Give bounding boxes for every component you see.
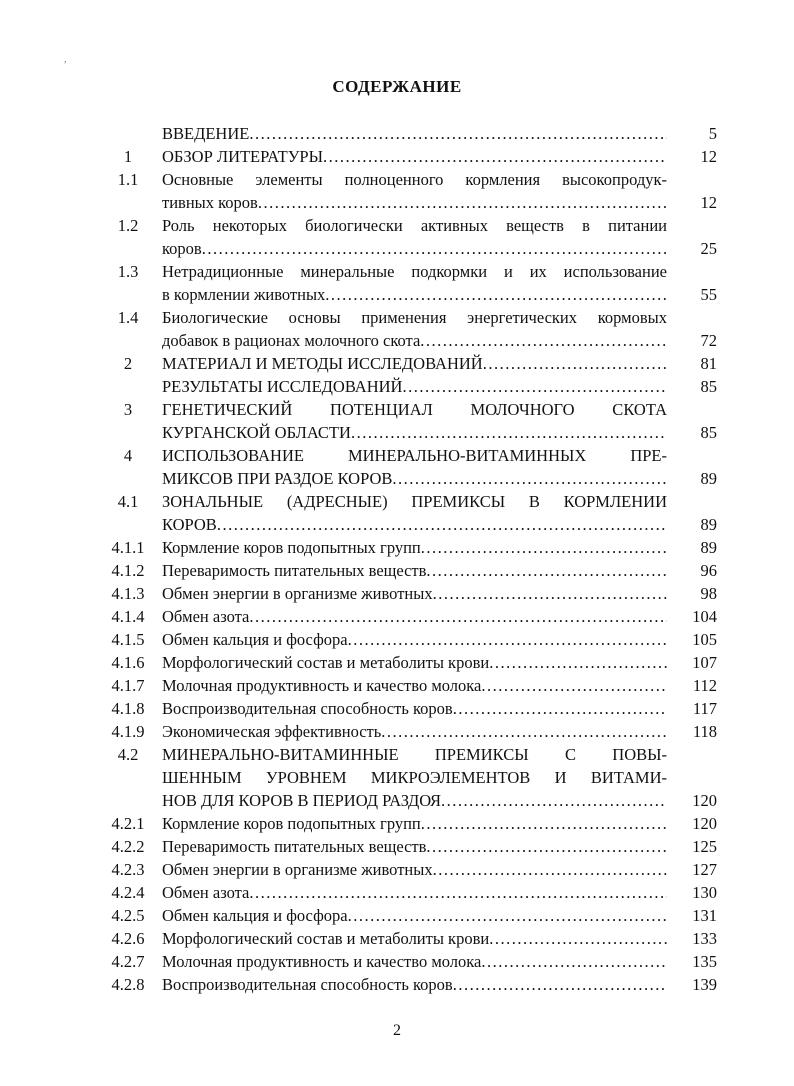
- dot-leader: [481, 950, 667, 973]
- toc-entry-title: [162, 352, 667, 375]
- toc-entry-title-line: КОРОВ: [162, 515, 217, 534]
- toc-entry: [0, 743, 794, 812]
- dot-leader: [421, 536, 667, 559]
- toc-entry: [0, 145, 794, 168]
- toc-entry-title: [162, 858, 667, 881]
- toc-entry-page: 5: [708, 124, 717, 143]
- toc-entry-title-line: ВВЕДЕНИЕ: [162, 124, 250, 143]
- dot-leader: [426, 835, 667, 858]
- dot-leader: [258, 191, 667, 214]
- toc-entry-page: 98: [700, 584, 717, 603]
- toc-entry-title-line: ИСПОЛЬЗОВАНИЕ МИНЕРАЛЬНО-ВИТАМИННЫХ ПРЕ-: [162, 446, 667, 465]
- toc-entry: [0, 582, 794, 605]
- dot-leader: [381, 720, 667, 743]
- toc-entry-title: [162, 582, 667, 605]
- toc-entry: [0, 375, 794, 398]
- toc-entry-number: 4.1.1: [111, 538, 145, 557]
- toc-entry-page: 125: [692, 837, 717, 856]
- dot-leader: [433, 582, 667, 605]
- dot-leader: [453, 973, 667, 996]
- toc-entry-title-line: Кормление коров подопытных групп: [162, 538, 421, 557]
- toc-entry-title-line: ОБЗОР ЛИТЕРАТУРЫ: [162, 147, 323, 166]
- toc-entry-title-line: Обмен энергии в организме животных: [162, 584, 433, 603]
- toc-entry-page: 107: [692, 653, 717, 672]
- toc-entry-page: 127: [692, 860, 717, 879]
- toc-entry-title-line: КУРГАНСКОЙ ОБЛАСТИ: [162, 423, 351, 442]
- toc-entry-page: 118: [692, 722, 717, 741]
- toc-entry-number: 3: [123, 400, 133, 419]
- dot-leader: [249, 122, 667, 145]
- toc-entry-title-line: Обмен кальция и фосфора: [162, 630, 348, 649]
- toc-entry: [0, 720, 794, 743]
- toc-entry-title: [162, 444, 667, 490]
- toc-entry-number: 4.2.6: [111, 929, 145, 948]
- toc-entry-title: [162, 835, 667, 858]
- toc-entry-number: 4.1.8: [111, 699, 145, 718]
- toc-entry-page: 133: [692, 929, 717, 948]
- toc-entry-title-line: МИКСОВ ПРИ РАЗДОЕ КОРОВ: [162, 469, 393, 488]
- toc-entry-page: 72: [700, 331, 717, 350]
- toc-entry: [0, 927, 794, 950]
- page-number: 2: [393, 1022, 401, 1039]
- dot-leader: [426, 559, 667, 582]
- dot-leader: [421, 812, 667, 835]
- toc-entry-page: 12: [700, 147, 717, 166]
- toc-entry-number: 1: [123, 147, 133, 166]
- toc-entry: [0, 352, 794, 375]
- toc-entry: [0, 168, 794, 214]
- toc-entry-page: 120: [692, 791, 717, 810]
- toc-entry: [0, 628, 794, 651]
- dot-leader: [249, 605, 667, 628]
- dot-leader: [351, 421, 667, 444]
- toc-entry-title: [162, 674, 667, 697]
- toc-entry-page: 130: [692, 883, 717, 902]
- toc-entry-page: 25: [700, 239, 717, 258]
- dot-leader: [249, 881, 667, 904]
- toc-entry-number: 4.1.5: [111, 630, 145, 649]
- toc-entry-page: 120: [692, 814, 717, 833]
- toc-entry-title-line: Морфологический состав и метаболиты крови: [162, 653, 490, 672]
- toc-entry-page: 139: [692, 975, 717, 994]
- toc-entry-number: 4.1.3: [111, 584, 145, 603]
- dot-leader: [420, 329, 667, 352]
- toc-entry-title-line: Воспроизводительная способность коров: [162, 975, 453, 994]
- toc-entry: [0, 122, 794, 145]
- toc-entry: [0, 881, 794, 904]
- toc-entry: [0, 444, 794, 490]
- toc-entry-page: 89: [700, 538, 717, 557]
- dot-leader: [453, 697, 667, 720]
- dot-leader: [489, 651, 667, 674]
- toc-entry-page: 89: [700, 469, 717, 488]
- toc-entry-title-line: РЕЗУЛЬТАТЫ ИССЛЕДОВАНИЙ: [162, 377, 403, 396]
- toc-entry-title: [162, 306, 667, 352]
- toc-entry-title: [162, 812, 667, 835]
- toc-entry-title-line: ГЕНЕТИЧЕСКИЙ ПОТЕНЦИАЛ МОЛОЧНОГО СКОТА: [162, 400, 667, 419]
- toc-entry-number: 4.1.7: [111, 676, 145, 695]
- toc-entry-title-line: Воспроизводительная способность коров: [162, 699, 453, 718]
- toc-entry: [0, 904, 794, 927]
- toc-entry: [0, 398, 794, 444]
- toc-entry-title: [162, 927, 667, 950]
- toc-entry-title: [162, 398, 667, 444]
- dot-leader: [489, 927, 667, 950]
- toc-entry-number: [94, 375, 162, 398]
- table-of-contents: [0, 122, 794, 996]
- toc-entry-title: [162, 168, 667, 214]
- toc-entry-page: 112: [692, 676, 717, 695]
- dot-leader: [323, 145, 667, 168]
- toc-entry-title-line: коров: [162, 239, 202, 258]
- toc-entry: [0, 536, 794, 559]
- toc-entry: [0, 306, 794, 352]
- toc-entry-number: 4.2.4: [111, 883, 145, 902]
- dot-leader: [348, 904, 667, 927]
- dot-leader: [217, 513, 667, 536]
- toc-entry-title-line: Экономическая эффективность: [162, 722, 382, 741]
- toc-entry-title-line: МИНЕРАЛЬНО-ВИТАМИННЫЕ ПРЕМИКСЫ С ПОВЫ-: [162, 745, 667, 764]
- toc-entry-page: 96: [700, 561, 717, 580]
- toc-entry-title: [162, 214, 667, 260]
- toc-entry-title-line: Обмен азота: [162, 883, 250, 902]
- toc-entry-title: [162, 697, 667, 720]
- toc-entry-number: 4.2: [117, 745, 139, 764]
- toc-entry-title-line: тивных коров: [162, 193, 258, 212]
- toc-entry-title-line: Морфологический состав и метаболиты крови: [162, 929, 490, 948]
- toc-entry-number: 1.4: [117, 308, 139, 327]
- toc-entry-title: [162, 720, 667, 743]
- toc-entry-page: 89: [700, 515, 717, 534]
- dot-leader: [325, 283, 667, 306]
- dot-leader: [481, 674, 667, 697]
- dot-leader: [483, 352, 667, 375]
- toc-entry-number: 4.2.5: [111, 906, 145, 925]
- toc-entry-page: 85: [700, 377, 717, 396]
- toc-entry: [0, 812, 794, 835]
- toc-entry-number: 1.3: [117, 262, 139, 281]
- toc-entry-number: 4.1.6: [111, 653, 145, 672]
- toc-entry-page: 104: [692, 607, 717, 626]
- toc-entry-number: 4: [123, 446, 133, 465]
- toc-entry-title: [162, 605, 667, 628]
- dot-leader: [441, 789, 667, 812]
- scan-mark: ,: [64, 54, 67, 65]
- toc-entry-title: [162, 375, 667, 398]
- toc-entry: [0, 490, 794, 536]
- toc-entry-title: [162, 743, 667, 812]
- toc-entry-title-line: МАТЕРИАЛ И МЕТОДЫ ИССЛЕДОВАНИЙ: [162, 354, 483, 373]
- toc-entry-title-line: Переваримость питательных веществ: [162, 837, 427, 856]
- toc-entry-title-line: Обмен кальция и фосфора: [162, 906, 348, 925]
- toc-entry-title: [162, 145, 667, 168]
- toc-entry-title-line: Молочная продуктивность и качество молока: [162, 676, 482, 695]
- toc-entry-title-line: Кормление коров подопытных групп: [162, 814, 421, 833]
- toc-entry: [0, 605, 794, 628]
- toc-entry-page: 131: [692, 906, 717, 925]
- toc-entry: [0, 858, 794, 881]
- toc-entry-page: 117: [692, 699, 717, 718]
- toc-entry-number: 2: [123, 354, 133, 373]
- toc-entry-page: 12: [700, 193, 717, 212]
- toc-entry-number: 4.2.8: [111, 975, 145, 994]
- toc-entry-title: [162, 559, 667, 582]
- toc-entry-title-line: добавок в рационах молочного скота: [162, 331, 421, 350]
- toc-entry-title-line: ЗОНАЛЬНЫЕ (АДРЕСНЫЕ) ПРЕМИКСЫ В КОРМЛЕНИИ: [162, 492, 667, 511]
- toc-entry-page: 105: [692, 630, 717, 649]
- toc-entry-number: 4.2.7: [111, 952, 145, 971]
- toc-entry-number: 4.2.3: [111, 860, 145, 879]
- toc-entry-number: 4.1.2: [111, 561, 145, 580]
- dot-leader: [402, 375, 667, 398]
- toc-entry-title: [162, 122, 667, 145]
- toc-entry-title: [162, 628, 667, 651]
- toc-entry-title-line: Биологические основы применения энергетических кормовых: [162, 308, 667, 327]
- toc-entry-title-line: Обмен энергии в организме животных: [162, 860, 433, 879]
- toc-entry-number: 1.1: [117, 170, 139, 189]
- toc-entry-title-line: в кормлении животных: [162, 285, 326, 304]
- toc-entry-title: [162, 490, 667, 536]
- toc-entry: [0, 260, 794, 306]
- toc-entry-title-line: НОВ ДЛЯ КОРОВ В ПЕРИОД РАЗДОЯ: [162, 791, 441, 810]
- toc-entry-page: 81: [700, 354, 717, 373]
- toc-entry-title-line: Переваримость питательных веществ: [162, 561, 427, 580]
- toc-entry-title-line: Молочная продуктивность и качество молока: [162, 952, 482, 971]
- toc-entry-number: 4.1.9: [111, 722, 145, 741]
- toc-entry: [0, 559, 794, 582]
- toc-entry-title: [162, 904, 667, 927]
- toc-entry-number: [94, 122, 162, 145]
- toc-entry-page: 135: [692, 952, 717, 971]
- toc-entry-title: [162, 973, 667, 996]
- toc-entry: [0, 950, 794, 973]
- toc-entry-number: 4.1.4: [111, 607, 145, 626]
- dot-leader: [348, 628, 667, 651]
- toc-entry-page: 85: [700, 423, 717, 442]
- toc-entry-title: [162, 651, 667, 674]
- page-title: СОДЕРЖАНИЕ: [332, 77, 462, 96]
- toc-entry: [0, 835, 794, 858]
- dot-leader: [392, 467, 667, 490]
- toc-entry-title-line: ШЕННЫМ УРОВНЕМ МИКРОЭЛЕМЕНТОВ И ВИТАМИ-: [162, 768, 667, 787]
- toc-entry-number: 1.2: [117, 216, 139, 235]
- toc-entry-title: [162, 950, 667, 973]
- toc-entry: [0, 651, 794, 674]
- toc-entry-page: 55: [700, 285, 717, 304]
- toc-entry: [0, 674, 794, 697]
- toc-entry-number: 4.1: [117, 492, 139, 511]
- toc-entry-title: [162, 260, 667, 306]
- toc-entry-number: 4.2.2: [111, 837, 145, 856]
- dot-leader: [202, 237, 667, 260]
- toc-entry-title: [162, 536, 667, 559]
- toc-entry-title-line: Основные элементы полноценного кормления высокопродук-: [162, 170, 667, 189]
- toc-entry-title: [162, 881, 667, 904]
- toc-entry-title-line: Нетрадиционные минеральные подкормки и их использование: [162, 262, 667, 281]
- toc-entry: [0, 697, 794, 720]
- toc-entry: [0, 214, 794, 260]
- dot-leader: [433, 858, 667, 881]
- toc-entry: [0, 973, 794, 996]
- toc-entry-title-line: Роль некоторых биологически активных веществ в питании: [162, 216, 667, 235]
- toc-entry-number: 4.2.1: [111, 814, 145, 833]
- toc-entry-title-line: Обмен азота: [162, 607, 250, 626]
